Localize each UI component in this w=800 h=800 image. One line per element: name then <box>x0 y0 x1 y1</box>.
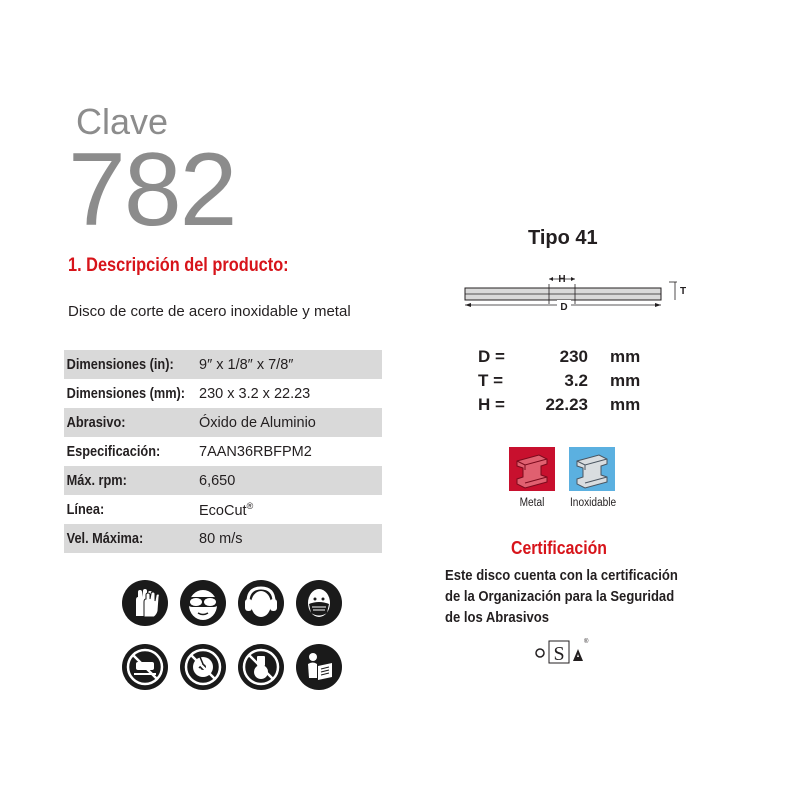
spec-row <box>64 379 382 408</box>
spec-label: Abrasivo: <box>66 414 126 431</box>
certification-line: Este disco cuenta con la certificación <box>445 568 678 584</box>
spec-label: Máx. rpm: <box>66 472 127 489</box>
registered-mark: ® <box>246 500 254 511</box>
no-side-grinding-icon <box>122 644 168 690</box>
dimension-unit: mm <box>610 347 641 366</box>
spec-value: 230 x 3.2 x 22.23 <box>199 385 311 402</box>
spec-label: Especificación: <box>66 443 161 460</box>
spec-value: 9″ x 1/8″ x 7/8″ <box>199 356 294 373</box>
spec-row <box>64 437 382 466</box>
dimension-value: 3.2 <box>564 371 588 390</box>
spec-value: 7AAN36RBFPM2 <box>199 443 312 460</box>
no-damaged-disc-icon <box>180 644 226 690</box>
material-label: Metal <box>519 497 545 509</box>
dimension-unit: mm <box>610 371 641 390</box>
dimension-unit: mm <box>610 395 641 414</box>
spec-value: 80 m/s <box>199 530 243 547</box>
product-description: Disco de corte de acero inoxidable y metal <box>68 303 351 320</box>
osa-logo <box>533 635 591 669</box>
disc-type-title: Tipo 41 <box>528 227 598 249</box>
material-metal <box>507 447 557 509</box>
certification-text <box>445 566 679 629</box>
no-hand-held-icon <box>238 644 284 690</box>
spec-row <box>64 495 382 524</box>
registered-mark: ® <box>584 639 589 645</box>
section-heading: 1. Descripción del producto: <box>68 255 289 276</box>
diagram-label-d: D <box>560 302 568 313</box>
stainless-beam-icon <box>569 447 615 491</box>
material-label: Inoxidable <box>570 497 617 509</box>
certification-title: Certificación <box>511 538 607 558</box>
gloves-icon <box>122 580 168 626</box>
material-inoxidable <box>567 447 617 509</box>
spec-row <box>64 466 382 495</box>
dimension-key: D = <box>478 347 505 366</box>
dimension-value: 22.23 <box>545 395 588 414</box>
dimension-key: T = <box>478 371 504 390</box>
certification-line: de la Organización para la Seguridad <box>445 589 675 605</box>
spec-label: Dimensiones (mm): <box>66 385 186 402</box>
spec-row <box>64 350 382 379</box>
spec-label: Línea: <box>66 501 105 518</box>
certification-line: de los Abrasivos <box>445 610 549 626</box>
diagram-label-t: T <box>680 286 687 297</box>
spec-value <box>199 501 253 519</box>
disc-diagram <box>455 262 695 322</box>
spec-label: Dimensiones (in): <box>66 356 174 373</box>
metal-beam-icon <box>509 447 555 491</box>
dimension-value: 230 <box>559 347 588 366</box>
read-manual-icon <box>296 644 342 690</box>
spec-table <box>64 350 382 553</box>
svg-text:S: S <box>553 643 565 665</box>
ear-protection-icon <box>238 580 284 626</box>
diagram-label-h: H <box>558 274 566 285</box>
clave-number: 782 <box>68 132 236 248</box>
spec-value: 6,650 <box>199 472 236 489</box>
spec-value: Óxido de Aluminio <box>199 414 316 431</box>
dimension-key: H = <box>478 395 505 414</box>
spec-value-text: EcoCut <box>199 502 247 519</box>
dust-mask-icon <box>296 580 342 626</box>
clave-label: Clave <box>76 101 169 142</box>
spec-row <box>64 408 382 437</box>
goggles-icon <box>180 580 226 626</box>
spec-row <box>64 524 382 553</box>
spec-label: Vel. Máxima: <box>66 530 144 547</box>
